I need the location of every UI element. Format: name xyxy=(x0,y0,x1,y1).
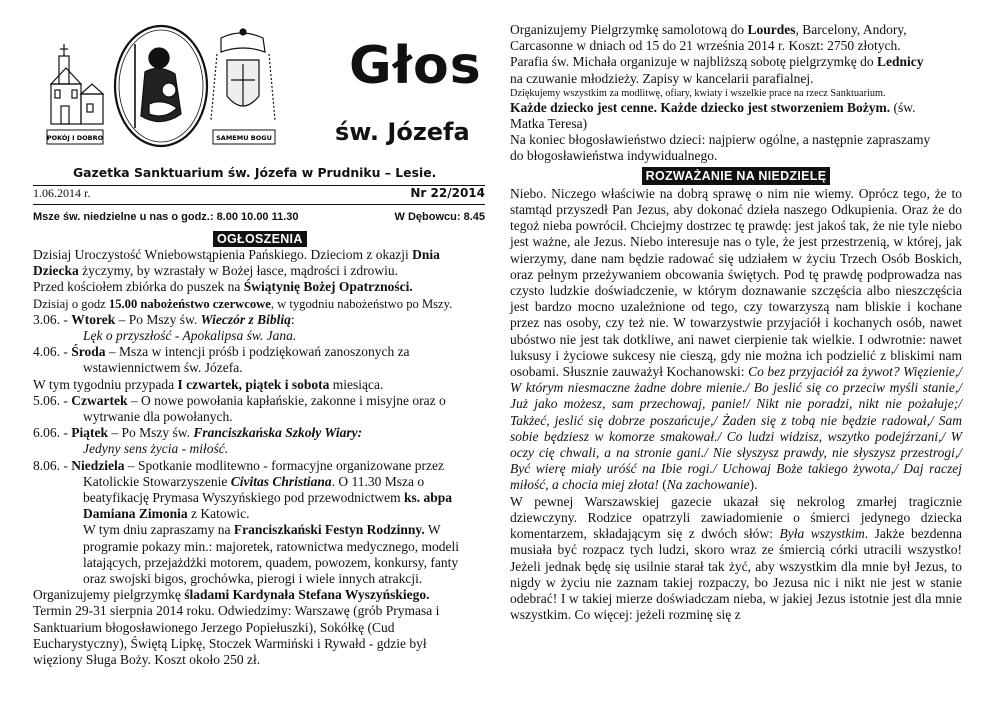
schedule-item-detail: Katolickie Stowarzyszenie Civitas Christiana. O 11.30 Msza o xyxy=(83,473,425,489)
schedule-item-detail: wytrwanie dla powołanych. xyxy=(83,409,233,425)
emblem-left-motto: POKÓJ I DOBRO xyxy=(46,134,104,142)
coat-of-arms-icon xyxy=(211,29,275,120)
reflection-heading: ROZWAŻANIE NA NIEDZIELĘ xyxy=(642,167,831,185)
schedule-item-detail: Jedyny sens życia - miłość. xyxy=(83,441,229,457)
announcement-paragraph: Dzisiaj Uroczystość Wniebowstąpienia Pańskiego. Dzieciom z okazji Dnia Dziecka życzymy, by wzrastały w Bożej łasce, mądrości i zdrowiu. xyxy=(33,247,440,279)
issue-number: Nr 22/2014 xyxy=(410,186,485,200)
announcement-line: więziony Sługa Boży. Koszt około 250 zł. xyxy=(33,652,261,668)
schedule-item: 8.06. - Niedziela – Spotkanie modlitewno - formacyjne organizowane przez xyxy=(33,457,445,473)
quote-source: Matka Teresa) xyxy=(510,116,588,132)
mass-times-line xyxy=(33,211,485,223)
church-icon xyxy=(51,44,103,124)
schedule-item-detail: W tym dniu zapraszamy na Franciszkański Festyn Rodzinny. W xyxy=(83,522,441,538)
schedule-item-detail: oraz swojski bigos, grochówka, pierogi i wiele innych atrakcji. xyxy=(83,571,423,587)
schedule-item: 3.06. - Wtorek – Po Mszy św. Wieczór z Biblią: xyxy=(33,311,295,327)
quote: Każde dziecko jest cenne. Każde dziecko jest stworzeniem Bożym. (św. xyxy=(510,99,916,115)
lednica-paragraph-line: na czuwanie młodzieży. Zapisy w kancelarii parafialnej. xyxy=(510,70,814,86)
announcement-paragraph: W tym tygodniu przypada I czwartek, piątek i sobota miesiąca. xyxy=(33,376,384,392)
announcement-paragraph: Dzisiaj o godz 15.00 nabożeństwo czerwcowe, w tygodniu nabożeństwo po Mszy. xyxy=(33,296,453,311)
saint-joseph-icon xyxy=(135,44,181,128)
mass-times: Msze św. niedzielne u nas o godz.: 8.00 10.00 11.30 xyxy=(33,211,299,223)
schedule-item-detail: Lęk o przyszłość - Apokalipsa św. Jana. xyxy=(83,328,297,344)
announcement-paragraph: Organizujemy pielgrzymkę śladami Kardynała Stefana Wyszyńskiego. xyxy=(33,587,430,603)
schedule-item: 4.06. - Środa – Msza w intencji próśb i podziękowań zanoszonych za xyxy=(33,344,410,360)
left-column xyxy=(33,22,485,668)
schedule-item-detail: beatyfikację Prymasa Wyszyńskiego pod przewodnictwem ks. abpa xyxy=(83,490,452,506)
newsletter-subtitle: św. Józefa xyxy=(335,118,470,146)
schedule-item-detail: programie pokazy min.: majoretek, ratownictwa medycznego, modeli xyxy=(83,538,459,554)
blessing-paragraph: Na koniec błogosławieństwo dzieci: najpierw ogólne, a następnie zapraszamy xyxy=(510,132,931,148)
right-column xyxy=(510,22,962,623)
announcements-body xyxy=(33,247,485,668)
announcement-line: Sanktuarium błogosławionego Jerzego Popiełuszki), Sokółkę (Cud xyxy=(33,619,395,635)
announcement-line: Eucharystyczny), Świętą Lipkę, Stoczek Warmiński i Rywałd - gdzie był xyxy=(33,635,427,651)
mass-debowiec: W Dębowcu: 8.45 xyxy=(394,211,485,223)
newsletter-tagline: Gazetka Sanktuarium św. Józefa w Prudniku – Lesie. xyxy=(73,165,437,180)
dateline-divider xyxy=(33,204,485,205)
blessing-paragraph-line: do błogosławieństwa indywidualnego. xyxy=(510,148,718,164)
reflection-paragraph: Niebo. Niczego właściwie na dobrą sprawę o nim nie wiemy. Oprócz tego, że to stamtąd przyszedł Pan Jezus, aby dokonać dzieła naszego Odkupienia. Oraz że do tegoż nieba powrócił. Chciejmy dostrzec tę prawdę: jest jakoś tak, że nie tyle niebo jest ważne, ale Jezus. Niebo interesuje nas o tyle, że jest przestrzenią, w której, jak wierzymy, dane nam będzie radować się udziałem w życiu Trzech Osób Boskich, oraz pełnym przeżywaniem obcowania świętych. Pod tę prawdę podprowadza nas czysto ludzkie doświadczenie, w którym doznawanie szczęścia albo nieszczęścia jest bardzo mocno uzależnione od tego, czy towarzyszą nam bliskie i kochane przez nas osoby, czy też nie. W towarzystwie przyjaciół i kochanych osób, nawet ubóstwo nie jest tak dotkliwe, ani nawet cierpienie tak wielkie. I odwrotnie: nawet luksusy i życiowe sukcesy nie cieszą, gdy nie można ich podzielić z bliskimi nam osobami. Słusznie zauważył Kochanowski: Co bez przyjaciół za żywot? Więzienie,/ W którym niesmaczne żadne dobre mienie./ Bo jeslić się co przeciw myśli stanie,/ Już jako możesz, sam przechowaj, panie!/ Nikt nie poradzi, nikt nie pożałuje;/ Takżeć, jeslić się dobrze poszańcuje,/ Żaden się z tobą nie będzie radował,/ Sam sobie będziesz w komorze smakował./ Co ludzi widzisz, wszytko podejźrzani,/ W oczy cię chwali, a na stronie gani./ Nie słyszysz prawdy, nie słyszysz przestrogi,/ Być wierę miały uróść na Ibie rogi./ Uchowaj Boże takiego żywota,/ Daj raczej miłość, a chocia miej złota! (Na zachowanie). xyxy=(510,185,962,493)
lednica-paragraph: Parafia św. Michała organizuje w najbliższą sobotę pielgrzymkę do Lednicy xyxy=(510,54,924,70)
pilgrimage-paragraph: Organizujemy Pielgrzymkę samolotową do Lourdes, Barcelony, Andory, xyxy=(510,22,907,37)
schedule-item-detail: latających, przejażdżki motorem, quadem, powozem, konkursy, fanty xyxy=(83,554,459,570)
issue-date: 1.06.2014 r. xyxy=(33,186,91,200)
emblem-right-motto: SAMEMU BOGU xyxy=(216,134,272,142)
masthead xyxy=(33,22,483,162)
issue-dateline xyxy=(33,186,485,201)
thanks-note: Dziękujemy wszystkim za modlitwę, ofiary, kwiaty i wszelkie prace na rzecz Sanktuarium. xyxy=(510,87,886,99)
announcements-heading: OGŁOSZENIA xyxy=(213,231,307,247)
pilgrimage-paragraph-line: Carcasonne w dniach od 15 do 21 września 2014 r. Koszt: 2750 złotych. xyxy=(510,38,901,54)
reflection-paragraph: W pewnej Warszawskiej gazecie ukazał się nekrolog zmarłej tragicznie dziewczyny. Rodzice opatrzyli zawiadomienie o śmierci jedynego dziecka komentarzem, składającym się z dwóch słów: Była wszystkim. Jakże bezdenna musiała być rozpacz tych ludzi, skoro wraz ze śmiercią córki utracili wszystko! Jeżeli jednak będę się usilnie starał tak żyć, aby wszystkim dla mnie był Jezus, to nigdy w życiu nie zaznam takiej rozpaczy, bo Jezusa nic i nikt nie jest w stanie odebrać! I w takiej mierze doświadczam nieba, w jakiej Jezus istotnie jest dla mnie wszystkim. Co więcej: jeżeli rozminę się z xyxy=(510,493,962,623)
announcement-paragraph: Przed kościołem zbiórka do puszek na Świątynię Bożej Opatrzności. xyxy=(33,279,413,295)
schedule-item-detail: Damiana Zimonia z Katowic. xyxy=(83,506,250,522)
newsletter-title: Głos xyxy=(349,36,482,96)
announcement-line: Termin 29-31 sierpnia 2014 roku. Odwiedzimy: Warszawę (grób Prymasa i xyxy=(33,603,440,619)
schedule-item: 5.06. - Czwartek – O nowe powołania kapłańskie, zakonne i misyjne oraz o xyxy=(33,392,446,408)
schedule-item-detail: wstawiennictwem św. Józefa. xyxy=(83,360,243,376)
schedule-item: 6.06. - Piątek – Po Mszy św. Franciszkańska Szkoły Wiary: xyxy=(33,425,363,441)
sanctuary-emblem xyxy=(41,24,281,156)
